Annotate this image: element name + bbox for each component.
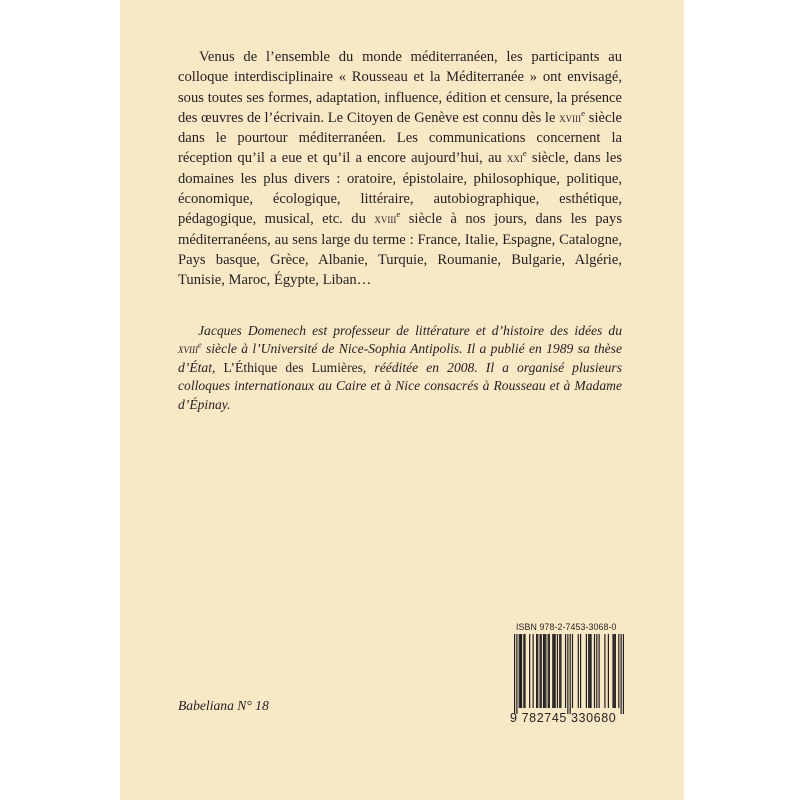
barcode-bar xyxy=(539,634,540,708)
barcode-bar xyxy=(519,634,520,708)
century-xviii: xviii xyxy=(559,109,582,125)
barcode-bar xyxy=(548,634,549,708)
century-xviii: xviii xyxy=(178,342,198,357)
barcode-bar xyxy=(559,634,560,708)
barcode-bar xyxy=(594,634,595,708)
barcode-bar xyxy=(608,634,609,708)
barcode-bar xyxy=(604,634,605,708)
century-suffix: e xyxy=(581,108,586,119)
barcode-bar xyxy=(615,634,616,708)
barcode-bar xyxy=(521,634,522,708)
barcode-bar xyxy=(618,634,619,708)
author-bio xyxy=(178,322,622,414)
barcode-bar xyxy=(524,634,525,708)
barcode-bar xyxy=(596,634,597,708)
barcode-bar xyxy=(586,634,587,708)
barcode-bar xyxy=(580,634,581,708)
blurb-text-4: siècle à nos jours, dans les pays méditerranéens, au sens large du terme : France, Italie, Espagne, Catalogne, Pays basque, Grèce, Albanie, Turquie, Roumanie, Bulgarie, Algérie, Tunisie, Maroc, Égypte, Liban… xyxy=(178,211,622,289)
barcode-bar xyxy=(520,634,521,708)
barcode-bar xyxy=(549,634,550,708)
barcode-bar xyxy=(516,634,517,714)
author-text-3: rééditée en 2008. Il a organisé plusieurs colloques internationaux au Caire et à Nice consacrés à Rousseau et à Madame d’Épinay. xyxy=(178,359,623,412)
barcode-bar xyxy=(543,634,544,708)
barcode-bar xyxy=(621,634,622,714)
barcode-bar xyxy=(541,634,542,708)
century-suffix: e xyxy=(198,340,202,350)
barcode-bar xyxy=(529,634,530,708)
barcode-bar xyxy=(537,634,538,708)
series-label: Babeliana N° 18 xyxy=(178,698,269,713)
barcode-bar xyxy=(570,634,571,714)
author-text-2: siècle à l’Université de Nice-Sophia Antipolis. Il a publié en 1989 sa thèse d’État, xyxy=(178,341,622,375)
century-suffix: e xyxy=(522,148,527,159)
barcode-digits: 9 782745 330680 xyxy=(510,711,617,725)
century-xviii: xviii xyxy=(374,211,397,227)
barcode-bar xyxy=(589,634,590,708)
barcode-bar xyxy=(557,634,558,708)
author-text-1: Jacques Domenech est professeur de littérature et d’histoire des idées du xyxy=(198,323,622,338)
barcode-bar xyxy=(533,634,534,708)
barcode-bars xyxy=(514,634,624,714)
barcode-bar xyxy=(590,634,591,708)
barcode-bar xyxy=(565,634,566,708)
barcode-bar xyxy=(612,634,613,708)
barcode-bar xyxy=(588,634,589,708)
barcode-bar xyxy=(544,634,545,708)
barcode-bar xyxy=(552,634,553,708)
barcode-bar xyxy=(545,634,546,708)
barcode-bar xyxy=(567,634,568,714)
blurb-text-1: Venus de l’ensemble du monde méditerranéen, les participants au colloque interdisciplinaire « Rousseau et la Méditerranée » ont envisagé, sous toutes ses formes, adaptation, influence, édition et censure, la présence des œuvres de l’écrivain. Le Citoyen de Genève est connu dès le xyxy=(178,49,622,126)
blurb-text-2: siècle dans le pourtour méditerranéen. Les communications concernent la réception qu’il a eue et qu’il a encore aujourd’hui, au xyxy=(178,109,622,167)
century-xxi: xxi xyxy=(506,150,523,166)
book-blurb xyxy=(178,47,622,291)
blurb-text-3: siècle, dans les domaines les plus divers : oratoire, épistolaire, philosophique, politique, économique, écologique, littéraire, autobiographique, esthétique, pédagogique, musical, etc. du xyxy=(178,150,622,228)
book-title: L’Éthique des Lumières, xyxy=(223,359,367,375)
barcode-bar xyxy=(614,634,615,708)
barcode-bar xyxy=(623,634,624,714)
barcode-bar xyxy=(514,634,515,714)
century-suffix: e xyxy=(396,209,401,220)
barcode-bar xyxy=(555,634,556,708)
barcode-bar xyxy=(599,634,600,708)
isbn-label: ISBN 978-2-7453-3068-0 xyxy=(516,622,617,632)
barcode-bar xyxy=(553,634,554,708)
barcode-bar xyxy=(560,634,561,708)
barcode-bar xyxy=(536,634,537,708)
barcode-bar xyxy=(572,634,573,708)
barcode-bar xyxy=(523,634,524,708)
barcode-bar xyxy=(578,634,579,708)
